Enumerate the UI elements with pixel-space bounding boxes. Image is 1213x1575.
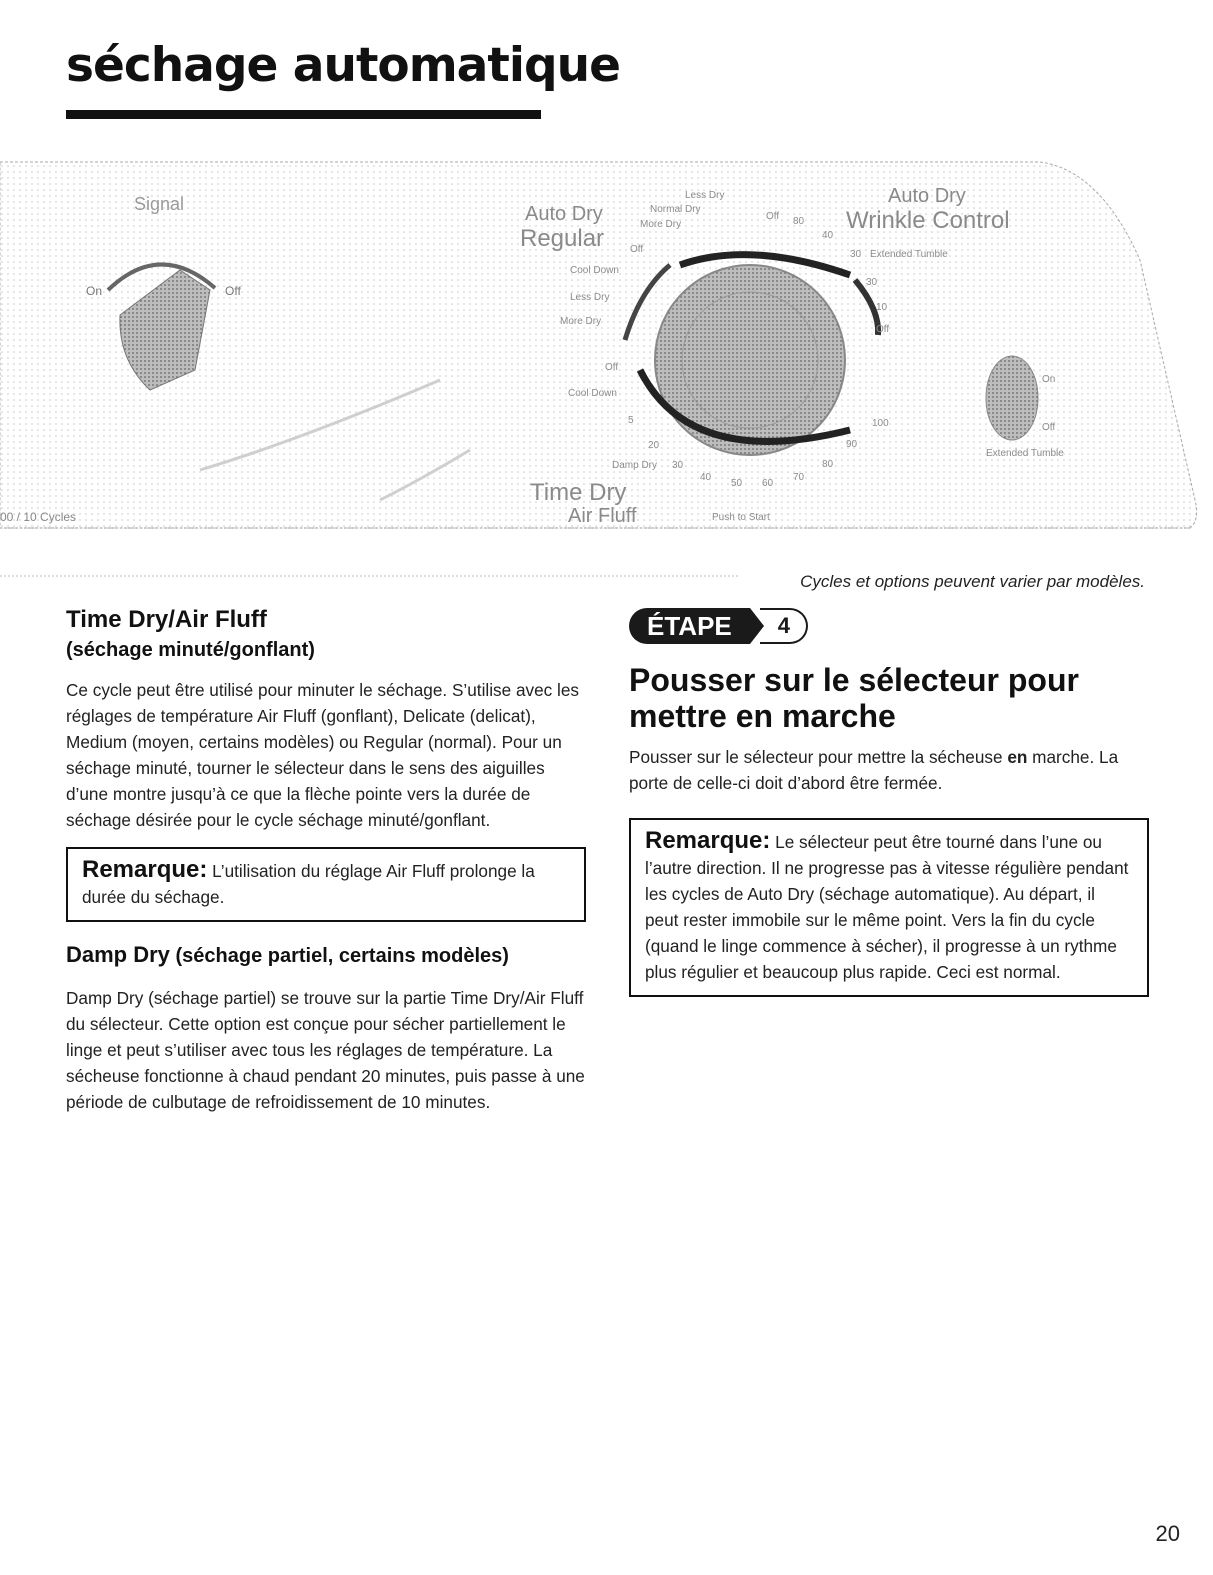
dial-label-top-left-2: Regular (520, 225, 605, 252)
step-label: ÉTAPE (629, 608, 750, 644)
step-body: Pousser sur le sélecteur pour mettre la sécheuse en marche. La porte de celle-ci doit d’abord être fermée. (629, 747, 1119, 793)
svg-text:100: 100 (872, 418, 889, 429)
dial-label-top-right-2: Wrinkle Control (846, 207, 1010, 234)
svg-text:Off: Off (1042, 422, 1056, 433)
svg-text:Less Dry: Less Dry (570, 292, 610, 303)
dial-knob (655, 265, 845, 455)
svg-text:40: 40 (700, 472, 712, 483)
damp-dry-body: Damp Dry (séchage partiel) se trouve sur la partie Time Dry/Air Fluff du sélecteur. Cette option est conçue pour sécher partiellement le linge et peut s’utiliser avec tous les réglages de température. La sécheuse fonctionne à chaud pendant 20 minutes, puis passe à une période de culbutage de refroidissement de 10 minutes. (66, 988, 585, 1112)
time-dry-heading: Time Dry/Air Fluff (66, 606, 267, 633)
extended-tumble-knob (986, 356, 1038, 440)
svg-text:30: 30 (866, 277, 878, 288)
time-dry-subheading: (séchage minuté/gonflant) (66, 639, 315, 661)
svg-text:Cool Down: Cool Down (568, 388, 617, 399)
svg-text:70: 70 (793, 472, 805, 483)
svg-text:90: 90 (846, 439, 858, 450)
models-caption: Cycles et options peuvent varier par modèles. (800, 572, 1145, 591)
step-badge (629, 608, 1149, 644)
damp-dry-heading: Damp Dry (séchage partiel, certains modèles) (66, 942, 509, 967)
svg-text:Damp Dry: Damp Dry (612, 460, 658, 471)
svg-text:Extended Tumble: Extended Tumble (870, 249, 948, 260)
svg-text:Normal Dry: Normal Dry (650, 204, 701, 215)
left-column (66, 605, 586, 1115)
svg-text:5: 5 (628, 415, 634, 426)
signal-label: Signal (134, 194, 185, 214)
svg-text:Cool Down: Cool Down (570, 265, 619, 276)
step-heading: Pousser sur le sélecteur pour mettre en marche (629, 662, 1079, 734)
svg-text:00 / 10 Cycles: 00 / 10 Cycles (0, 510, 77, 524)
svg-text:10: 10 (876, 302, 888, 313)
dial-label-bottom-1: Time Dry (530, 479, 627, 506)
svg-text:20: 20 (648, 440, 660, 451)
svg-text:80: 80 (822, 459, 834, 470)
svg-text:40: 40 (822, 230, 834, 241)
note-text: L’utilisation du réglage Air Fluff prolonge la durée du séchage. (82, 861, 535, 907)
svg-text:Off: Off (605, 362, 619, 373)
right-column (629, 608, 1149, 1013)
step-number: 4 (760, 608, 808, 644)
svg-text:Off: Off (630, 244, 644, 255)
step-note (629, 818, 1149, 997)
note-label: Remarque: (82, 856, 208, 883)
svg-text:30: 30 (672, 460, 684, 471)
svg-text:On: On (86, 284, 103, 298)
dial-label-top-left-1: Auto Dry (525, 203, 603, 225)
svg-text:80: 80 (793, 216, 805, 227)
svg-text:60: 60 (762, 478, 774, 489)
page-number: 20 (1155, 1521, 1180, 1546)
push-to-start-label: Push to Start (712, 512, 770, 523)
note-label: Remarque: (645, 827, 771, 854)
svg-text:30: 30 (850, 249, 862, 260)
note-text: Le sélecteur peut être tourné dans l’une ou l’autre direction. Il ne progresse pas à vitesse régulière pendant les cycles de Auto Dry (séchage automatique). Au départ, il peut rester immobile sur le même point. Vers la fin du cycle (quand le linge commence à sécher), il progresse à un rythme plus régulier et beaucoup plus rapide. Ceci est normal. (645, 832, 1129, 982)
time-dry-body: Ce cycle peut être utilisé pour minuter le séchage. S’utilise avec les réglages de température Air Fluff (gonflant), Delicate (delicat), Medium (moyen, certains modèles) ou Regular (normal). Pour un séchage minuté, tourner le sélecteur dans le sens des aiguilles d’une montre jusqu’à ce que la flèche pointe vers la durée de séchage désirée pour le cycle séchage minuté/gonflant. (66, 680, 580, 830)
title-rule (66, 110, 541, 119)
svg-text:More Dry: More Dry (560, 316, 602, 327)
svg-text:Off: Off (876, 324, 890, 335)
time-dry-note (66, 847, 586, 922)
svg-text:50: 50 (731, 478, 743, 489)
dial-label-bottom-2: Air Fluff (568, 505, 637, 527)
svg-text:Less Dry: Less Dry (685, 190, 725, 201)
svg-text:More Dry: More Dry (640, 219, 682, 230)
svg-text:Off: Off (225, 284, 241, 298)
svg-text:Off: Off (766, 211, 780, 222)
svg-text:Extended Tumble: Extended Tumble (986, 448, 1064, 459)
dial-label-top-right-1: Auto Dry (888, 185, 966, 207)
svg-text:On: On (1042, 374, 1056, 385)
control-panel-illustration (0, 140, 1213, 580)
page-title: séchage automatique (66, 38, 620, 93)
